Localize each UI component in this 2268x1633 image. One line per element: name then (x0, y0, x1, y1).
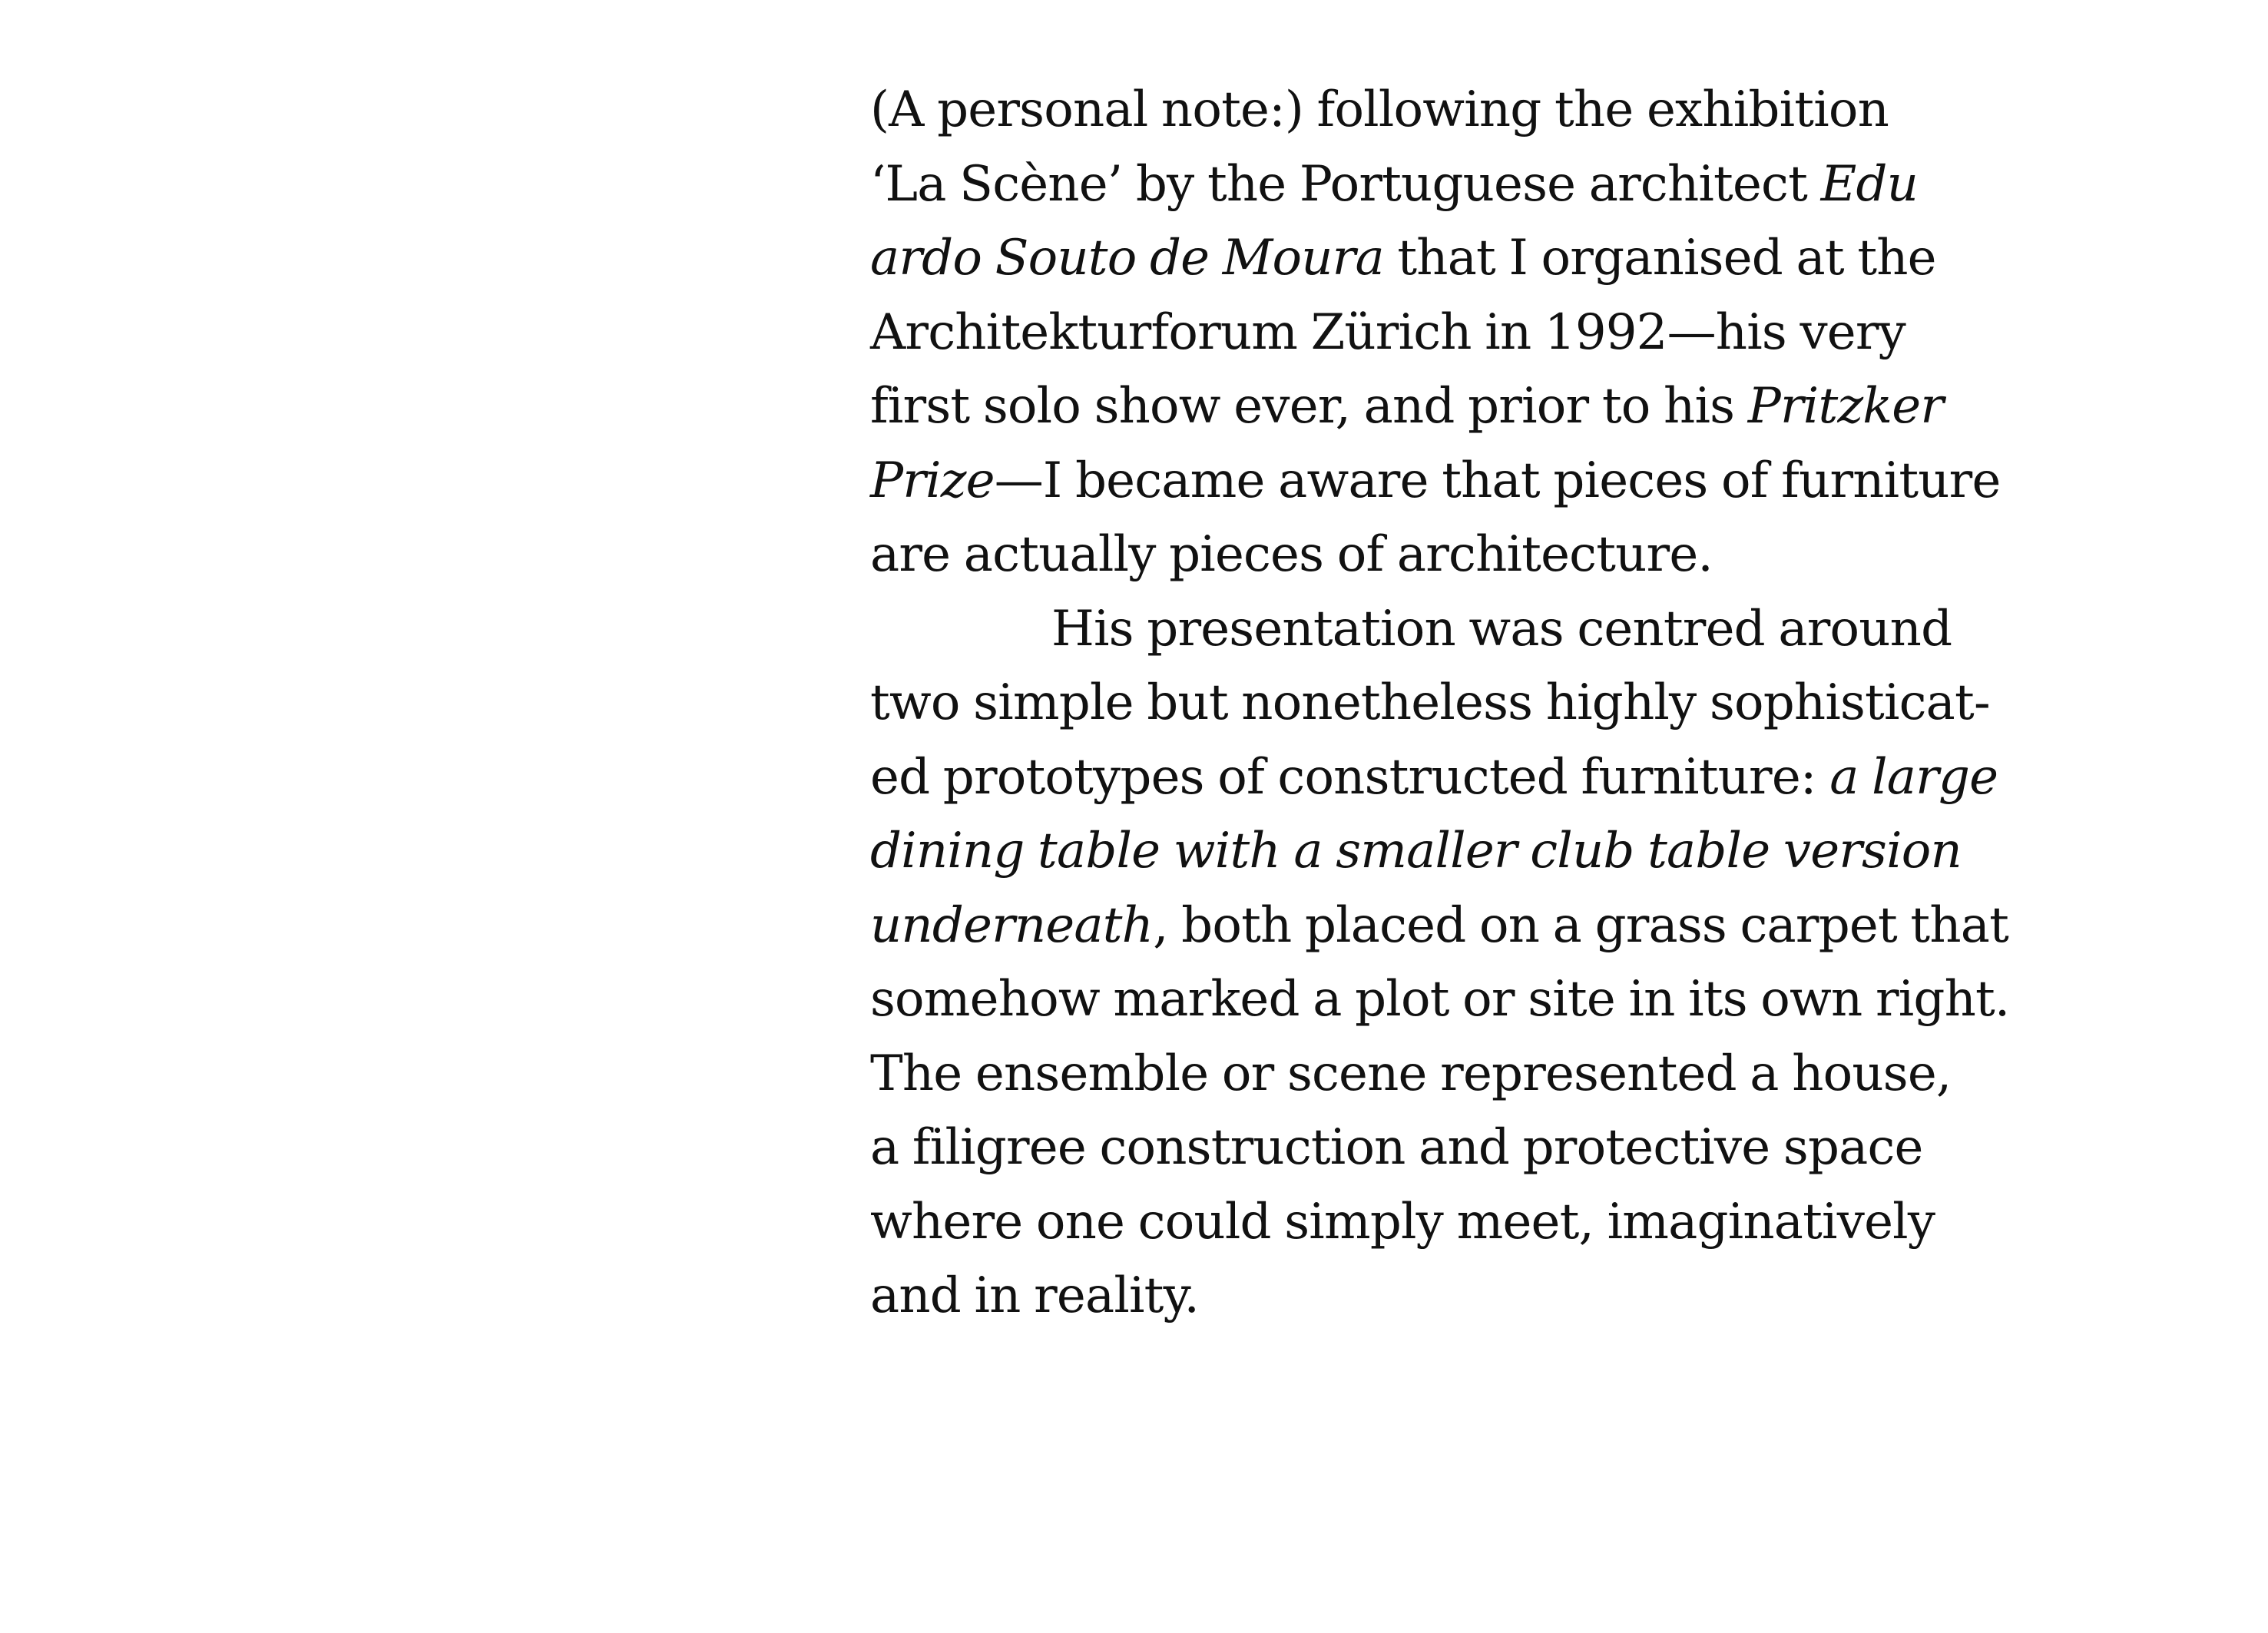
text-line (870, 592, 2176, 667)
line-content (870, 889, 2008, 963)
line-content (870, 740, 1998, 815)
line-content (870, 1037, 1951, 1111)
italic-text-segment: Prize (870, 452, 995, 509)
italic-text-segment: dining table with a smaller club table version (870, 823, 1962, 879)
text-segment: ed prototypes of constructed furniture: (870, 748, 1830, 806)
text-segment: His presentation was centred around (1051, 600, 1952, 658)
text-segment: The ensemble or scene represented a house, (870, 1045, 1952, 1102)
text-segment: are actually pieces of architecture. (870, 526, 1713, 583)
text-segment: and in reality. (870, 1267, 1200, 1324)
text-line (870, 73, 2176, 147)
text-segment: ‘La Scène’ by the Portuguese architect (870, 155, 1821, 213)
paragraph (870, 592, 2176, 1333)
text-line (870, 740, 2176, 815)
line-content (870, 518, 1713, 592)
text-line (870, 221, 2176, 296)
italic-text-segment: ardo Souto de Moura (870, 230, 1384, 287)
line-content (870, 1185, 1935, 1260)
text-line (870, 147, 2176, 222)
text-segment: two simple but nonetheless highly sophisticat- (870, 674, 1990, 731)
text-line (870, 444, 2176, 518)
text-segment: that I organised at the (1383, 230, 1936, 287)
line-content (870, 666, 1990, 740)
text-line (870, 296, 2176, 370)
text-line (870, 1111, 2176, 1185)
text-segment: a filigree construction and protective space (870, 1119, 1923, 1176)
line-content (870, 369, 1943, 444)
line-content (870, 73, 1889, 147)
line-content (870, 296, 1905, 370)
body-text (870, 73, 2176, 1333)
text-line (870, 962, 2176, 1037)
line-content (870, 1111, 1923, 1185)
text-line (870, 1185, 2176, 1260)
italic-text-segment: Pritzker (1747, 378, 1944, 435)
text-line (870, 369, 2176, 444)
text-segment: , both placed on a grass carpet that (1153, 896, 2009, 954)
line-content (870, 962, 2009, 1037)
line-content (870, 221, 1936, 296)
text-segment: somehow marked a plot or site in its own right. (870, 971, 2010, 1028)
italic-text-segment: Edu (1820, 155, 1919, 213)
line-content (870, 444, 2001, 518)
text-segment: Architekturforum Zürich in 1992—his very (870, 303, 1906, 361)
text-segment: (A personal note:) following the exhibition (870, 81, 1889, 138)
italic-text-segment: underneath (870, 896, 1154, 954)
paragraph (870, 73, 2176, 592)
line-content (1051, 592, 1952, 667)
text-line (870, 889, 2176, 963)
line-content (870, 147, 1918, 222)
text-segment: —I became aware that pieces of furniture (994, 452, 2001, 509)
text-segment: where one could simply meet, imaginatively (870, 1193, 1935, 1250)
text-line (870, 1259, 2176, 1333)
text-line (870, 814, 2176, 889)
line-content (870, 1259, 1199, 1333)
text-line (870, 666, 2176, 740)
italic-text-segment: a large (1829, 748, 1998, 806)
text-line (870, 518, 2176, 592)
text-line (870, 1037, 2176, 1111)
text-segment: first solo show ever, and prior to his (870, 378, 1748, 435)
line-content (870, 814, 1962, 889)
